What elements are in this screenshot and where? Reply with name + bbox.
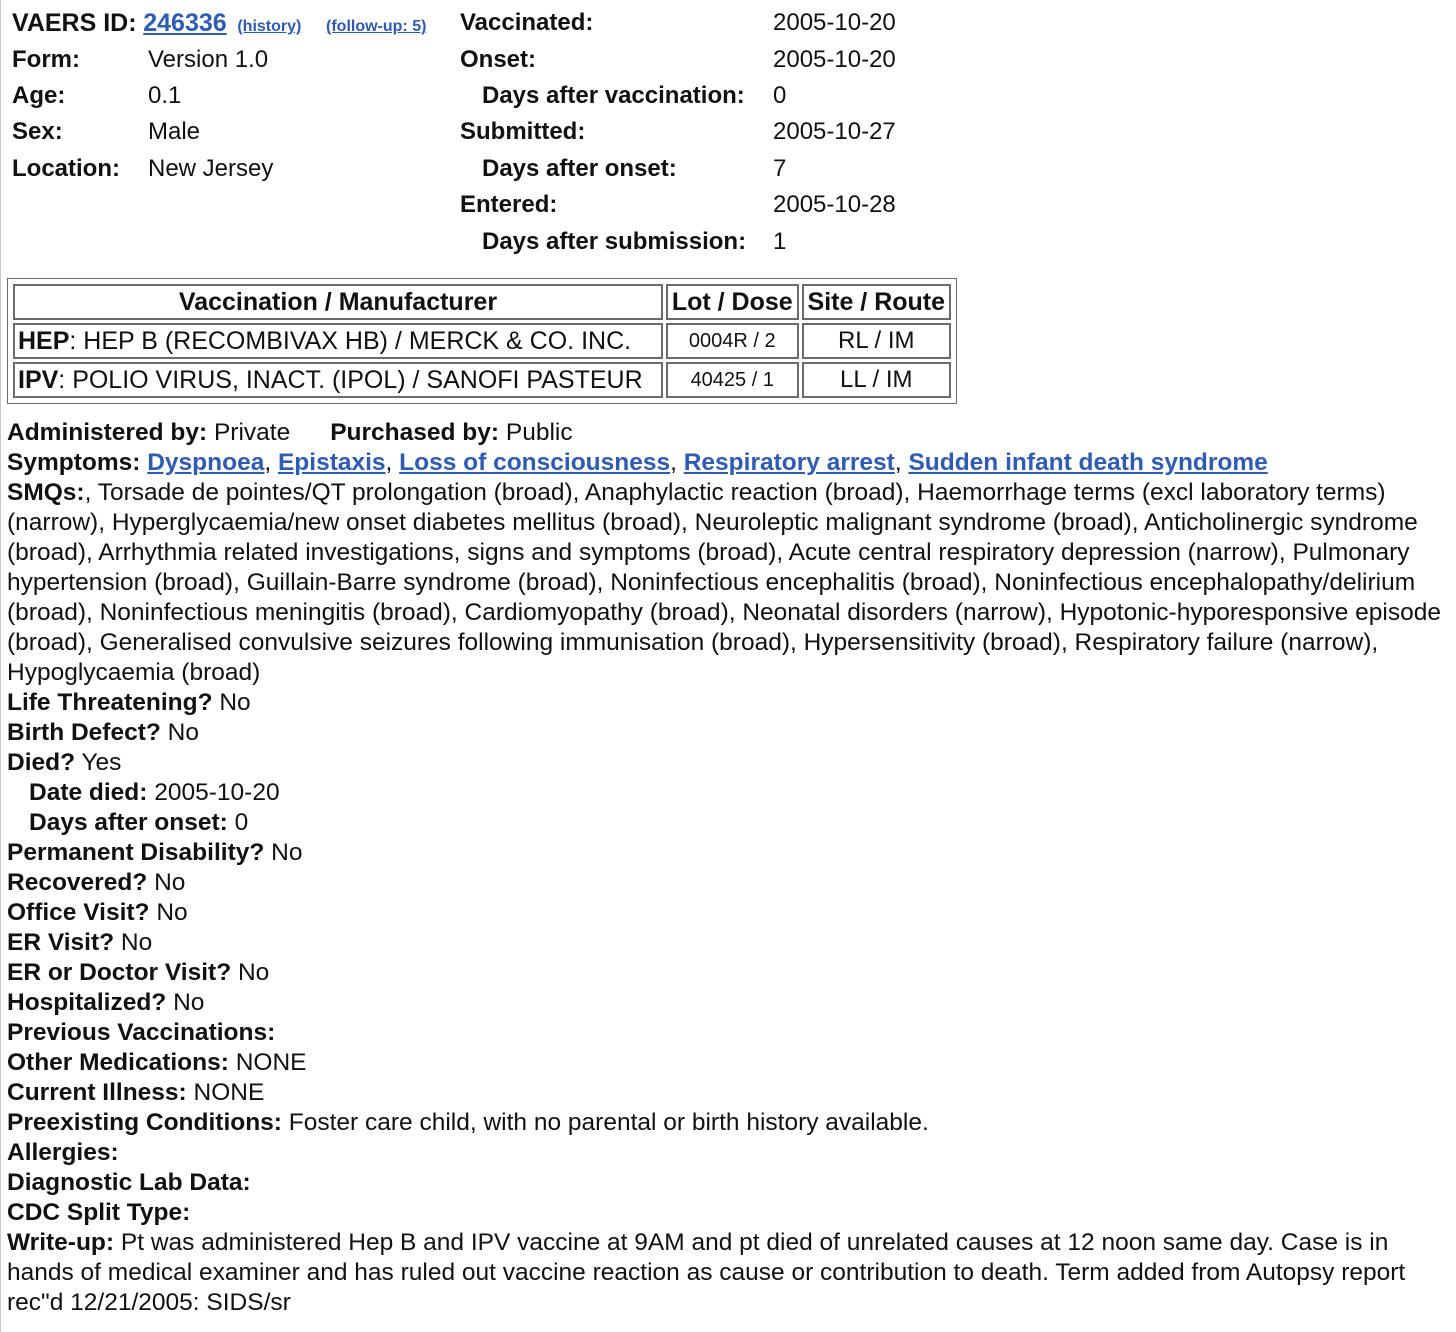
submitted-value: 2005-10-27 [773, 118, 896, 145]
recovered-label: Recovered? [7, 869, 148, 896]
smqs-value: , Torsade de pointes/QT prolongation (broad), Anaphylactic reaction (broad), Haemorrhage terms (excl laboratory terms) (narrow), Hyperglycaemia/new onset diabetes mellitus (broad), Neuroleptic malignant syndrome (broad), Anticholinergic syndrome (broad), Arrhythmia related investigations, signs and symptoms (broad), Acute central respiratory depression (narrow), Pulmonary hypertension (broad), Guillain-Barre syndrome (broad), Noninfectious encephalitis (broad), Noninfectious encephalopathy/delirium (broad), Noninfectious meningitis (broad), Cardiomyopathy (broad), Neonatal disorders (narrow), Hypotonic-hyporesponsive episode (broad), Generalised convulsive seizures following immunisation (broad), Hypersensitivity (broad), Respiratory failure (narrow), Hypoglycaemia (broad) [7, 479, 1441, 686]
er-doctor-visit-row [7, 958, 1455, 988]
purchased-value: Public [505, 419, 573, 446]
days-after-onset-label: Days after onset: [482, 155, 677, 182]
allergies-row [7, 1138, 1455, 1168]
died-label: Died? [7, 749, 76, 776]
column-header-lot-dose: Lot / Dose [666, 284, 799, 320]
preexisting-conditions-value: Foster care child, with no parental or birth history available. [288, 1109, 929, 1136]
site-route-cell: RL / IM [802, 323, 951, 359]
age-value: 0.1 [148, 82, 182, 109]
hospitalized-value: No [173, 989, 205, 1016]
hospitalized-label: Hospitalized? [7, 989, 167, 1016]
birth-defect-value: No [167, 719, 199, 746]
days-after-submission-label: Days after submission: [482, 228, 747, 255]
current-illness-label: Current Illness: [7, 1079, 187, 1106]
days-after-vaccination-label: Days after vaccination: [482, 82, 745, 109]
cdc-split-type-row [7, 1198, 1455, 1228]
cdc-split-type-label: CDC Split Type: [7, 1199, 191, 1226]
current-illness-row [7, 1078, 1455, 1108]
vaccine-cell [13, 362, 663, 398]
other-medications-row [7, 1048, 1455, 1078]
history-link[interactable]: (history) [237, 18, 302, 35]
days-after-submission-value: 1 [773, 228, 787, 255]
symptom-link[interactable]: Epistaxis [277, 449, 386, 476]
er-visit-label: ER Visit? [7, 929, 115, 956]
vaccine-code: HEP [18, 326, 70, 355]
vaccine-description: : HEP B (RECOMBIVAX HB) / MERCK & CO. INC. [69, 326, 632, 355]
onset-value: 2005-10-20 [773, 46, 896, 73]
entered-label: Entered: [460, 191, 558, 218]
office-visit-label: Office Visit? [7, 899, 150, 926]
symptom-link[interactable]: Dyspnoea [147, 449, 265, 476]
vaccinated-value: 2005-10-20 [773, 9, 896, 36]
er-visit-value: No [120, 929, 153, 956]
allergies-label: Allergies: [7, 1139, 119, 1166]
days-after-onset-value: 7 [773, 155, 787, 182]
vaccine-table-header [13, 284, 951, 320]
purchased-label: Purchased by: [330, 419, 500, 446]
previous-vaccinations-label: Previous Vaccinations: [7, 1019, 276, 1046]
recovered-value: No [154, 869, 186, 896]
symptom-link[interactable]: Sudden infant death syndrome [908, 449, 1268, 476]
date-died-label: Date died: [29, 779, 148, 806]
symptom-link[interactable]: Loss of consciousness [399, 449, 671, 476]
location-label: Location: [12, 155, 120, 182]
date-died-value: 2005-10-20 [154, 779, 280, 806]
other-medications-value: NONE [235, 1049, 307, 1076]
onset-label: Onset: [460, 46, 537, 73]
write-up-value: Pt was administered Hep B and IPV vaccine at 9AM and pt died of unrelated causes at 12 noon same day. Case is in hands of medical examiner and has ruled out vaccine reaction as cause or contribution to death. Term added from Autopsy report rec"d 12/21/2005: SIDS/sr [7, 1229, 1406, 1316]
administered-value: Private [213, 419, 291, 446]
recovered-row [7, 868, 1455, 898]
age-label: Age: [12, 82, 66, 109]
office-visit-row [7, 898, 1455, 928]
er-doctor-visit-value: No [237, 959, 270, 986]
symptoms-label: Symptoms: [7, 449, 141, 476]
write-up-label: Write-up: [7, 1229, 115, 1256]
site-route-cell: LL / IM [802, 362, 951, 398]
column-header-vaccination: Vaccination / Manufacturer [13, 284, 663, 320]
vaccinated-label: Vaccinated: [460, 9, 594, 36]
vaccine-description: : POLIO VIRUS, INACT. (IPOL) / SANOFI PASTEUR [58, 365, 643, 394]
followup-link[interactable]: (follow-up: 5) [326, 18, 427, 35]
administered-label: Administered by: [7, 419, 208, 446]
submitted-label: Submitted: [460, 118, 586, 145]
vaccine-code: IPV [18, 365, 59, 394]
died-value: Yes [81, 749, 122, 776]
report-details [7, 418, 1455, 1318]
location-value: New Jersey [148, 155, 274, 182]
permanent-disability-value: No [271, 839, 303, 866]
diagnostic-lab-data-row [7, 1168, 1455, 1198]
life-threatening-value: No [219, 689, 251, 716]
preexisting-conditions-row [7, 1108, 1455, 1138]
vaers-id-row [12, 5, 426, 41]
died-row [7, 748, 1455, 778]
vaers-id-link[interactable]: 246336 [143, 9, 227, 37]
lot-dose-cell: 0004R / 2 [666, 323, 799, 359]
life-threatening-row [7, 688, 1455, 718]
sex-label: Sex: [12, 118, 63, 145]
report-header [1, 0, 1456, 270]
current-illness-value: NONE [193, 1079, 265, 1106]
preexisting-conditions-label: Preexisting Conditions: [7, 1109, 282, 1136]
administration-row [7, 418, 1455, 448]
other-medications-label: Other Medications: [7, 1049, 229, 1076]
table-row [13, 323, 951, 359]
table-row [13, 362, 951, 398]
lot-dose-cell: 40425 / 1 [666, 362, 799, 398]
birth-defect-label: Birth Defect? [7, 719, 161, 746]
died-days-after-onset-row [7, 808, 1455, 838]
symptoms-row: Symptoms: Dyspnoea, Epistaxis, Loss of consciousness, Respiratory arrest, Sudden infant death syndrome [7, 449, 1268, 476]
date-died-row [7, 778, 1455, 808]
life-threatening-label: Life Threatening? [7, 689, 213, 716]
previous-vaccinations-row [7, 1018, 1455, 1048]
hospitalized-row [7, 988, 1455, 1018]
vaers-id-label: VAERS ID: [12, 9, 137, 37]
smqs-label: SMQs: [7, 479, 85, 506]
permanent-disability-label: Permanent Disability? [7, 839, 265, 866]
died-days-after-onset-label: Days after onset: [29, 809, 228, 836]
er-visit-row [7, 928, 1455, 958]
entered-value: 2005-10-28 [773, 191, 896, 218]
column-header-site-route: Site / Route [802, 284, 951, 320]
days-after-vaccination-value: 0 [773, 82, 787, 109]
smqs-row [7, 478, 1455, 688]
form-row [12, 42, 80, 78]
vaccine-table [7, 278, 957, 404]
er-doctor-visit-label: ER or Doctor Visit? [7, 959, 232, 986]
write-up-row [7, 1228, 1455, 1318]
diagnostic-lab-data-label: Diagnostic Lab Data: [7, 1169, 251, 1196]
office-visit-value: No [156, 899, 188, 926]
permanent-disability-row [7, 838, 1455, 868]
symptom-link[interactable]: Respiratory arrest [683, 449, 895, 476]
form-value: Version 1.0 [148, 46, 269, 73]
birth-defect-row [7, 718, 1455, 748]
form-label: Form: [12, 46, 80, 73]
sex-value: Male [148, 118, 201, 145]
died-days-after-onset-value: 0 [234, 809, 249, 836]
vaccine-cell [13, 323, 663, 359]
